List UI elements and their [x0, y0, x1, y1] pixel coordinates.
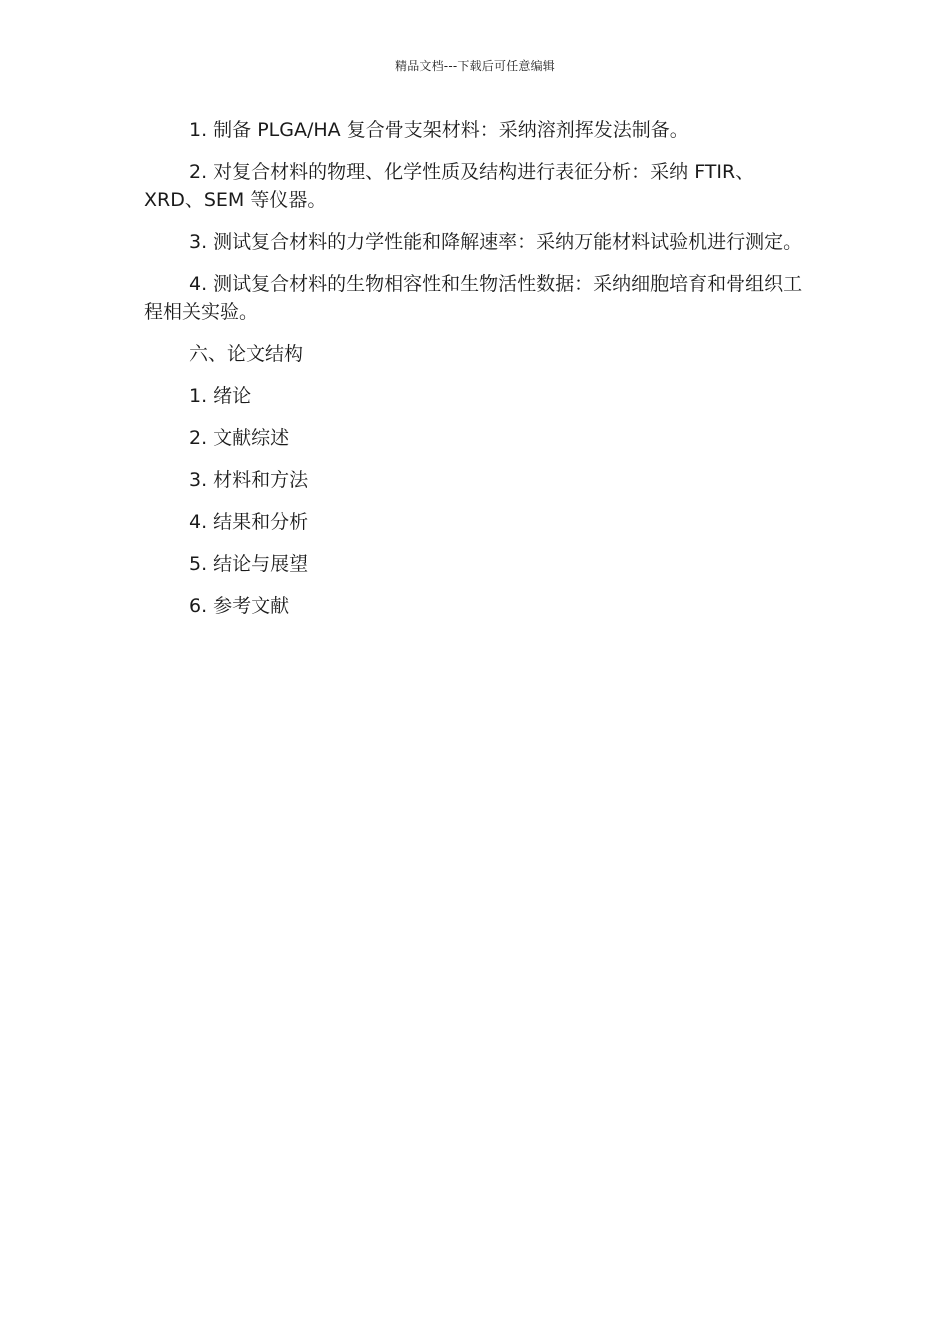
- method-item-1: 1. 制备 PLGA/HA 复合骨支架材料：采纳溶剂挥发法制备。: [189, 119, 689, 141]
- page-header: 精品文档---下载后可任意编辑: [395, 59, 555, 73]
- structure-item-2: 2. 文献综述: [189, 427, 290, 449]
- structure-item-6: 6. 参考文献: [189, 595, 290, 617]
- method-item-4: 4. 测试复合材料的生物相容性和生物活性数据：采纳细胞培育和骨组织工程相关实验。: [144, 273, 803, 323]
- document-body: [144, 116, 804, 634]
- structure-item-1: 1. 绪论: [189, 385, 252, 407]
- section-heading-thesis-structure: 六、论文结构: [189, 343, 304, 365]
- structure-item-3: 3. 材料和方法: [189, 469, 309, 491]
- method-item-2: 2. 对复合材料的物理、化学性质及结构进行表征分析：采纳 FTIR、XRD、SEM 等仪器。: [144, 161, 755, 211]
- structure-item-4: 4. 结果和分析: [189, 511, 309, 533]
- structure-item-5: 5. 结论与展望: [189, 553, 309, 575]
- method-item-3: 3. 测试复合材料的力学性能和降解速率：采纳万能材料试验机进行测定。: [189, 231, 803, 253]
